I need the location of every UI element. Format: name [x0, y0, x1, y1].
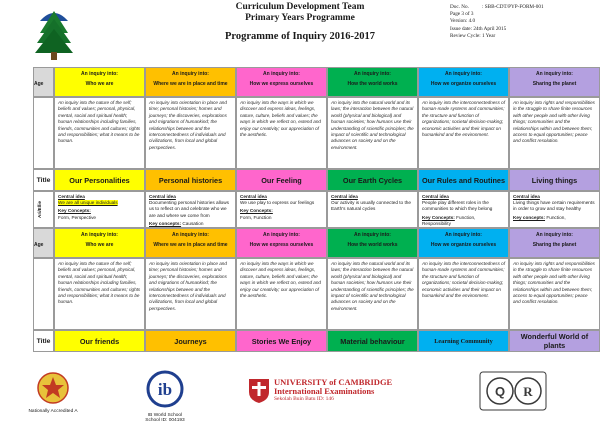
school-tree-logo [32, 3, 76, 61]
review-cycle: Review Cycle: 1 Year [450, 32, 496, 39]
unit-title: Our Feeling [236, 169, 327, 191]
theme-header-line1: An inquiry into: [172, 71, 209, 77]
theme-description: An inquiry into orientation in place and time; personal histories; homes and journeys; the discoveries, explorations and migrations of humankind; the relationships between and the interconnectedness of individuals and civilizations, from local and global perspectives. [145, 97, 236, 169]
theme-header-line2: Sharing the planet [532, 242, 577, 248]
central-idea-row [33, 191, 600, 228]
unit-title: Living things [509, 169, 600, 191]
central-idea-text: Our activity is usually connected to the Earth's natural cycles [331, 200, 411, 212]
title-header: Title [33, 169, 54, 191]
central-idea-label: Central idea [240, 194, 267, 199]
theme-description: An inquiry into the interconnectedness of human-made systems and communities; the structure and function of organizations; societal decision-making; economic activities and their impact on humankind and the environment. [418, 97, 509, 169]
theme-header-line2: How we express ourselves [249, 242, 314, 248]
cambridge-line1: UNIVERSITY of CAMBRIDGE [274, 377, 393, 387]
theme-description: An inquiry into orientation in place and time; personal histories; homes and journeys; the discoveries, explorations and migrations of humankind; the relationships between and the interconnectedness of individuals and civilizations, from local and global perspectives. [145, 258, 236, 330]
version: Version: 4.0 [450, 18, 476, 25]
theme-header-line1: An inquiry into: [81, 71, 118, 77]
theme-description: An inquiry into the nature of the self; beliefs and values; personal, physical, mental, social and spiritual health; human relationships including families, friends, communities and cultures; rights and responsibilities; what it means to be human. [54, 258, 145, 330]
theme-header [236, 228, 327, 258]
document-info [450, 4, 596, 40]
page-number: Page 3 of 3 [450, 11, 474, 18]
theme-header [327, 67, 418, 97]
unit-title: Our Rules and Routines [418, 169, 509, 191]
theme-header-line1: An inquiry into: [445, 71, 482, 77]
svg-text:Q: Q [494, 384, 506, 399]
theme-header [418, 228, 509, 258]
theme-header-line1: An inquiry into: [263, 71, 300, 77]
ib-name: IB World School [147, 413, 183, 418]
key-concepts-label: Key Concepts: [422, 214, 455, 220]
theme-header-line2: How we organize ourselves [430, 81, 497, 87]
cambridge-shield-icon [248, 378, 270, 404]
theme-header-line1: An inquiry into: [263, 232, 300, 238]
theme-header [145, 228, 236, 258]
central-idea-text: Living things have certain requirements in order to grow and stay healthy [513, 200, 595, 212]
cambridge-line3: Sekolah Buin Batu ID: 146 [274, 396, 334, 402]
theme-header [236, 67, 327, 97]
ib-world-school-logo [130, 370, 200, 423]
theme-header-line1: An inquiry into: [536, 232, 573, 238]
key-concepts-label: Key concepts: [513, 214, 546, 220]
accreditation-footer [0, 370, 600, 424]
key-concepts-text: Causation [182, 220, 204, 226]
svg-text:ib: ib [157, 380, 173, 399]
theme-header-line2: Who we are [85, 242, 114, 248]
key-concepts-text: Function, [546, 214, 566, 220]
theme-header-line2: Sharing the planet [532, 81, 577, 87]
theme-header [509, 228, 600, 258]
title-header: Title [33, 330, 54, 352]
theme-header-line2: How the world works [347, 242, 398, 248]
theme-header [54, 67, 145, 97]
theme-header [145, 67, 236, 97]
central-idea-text: We use play to express our feelings [240, 200, 315, 206]
ib-globe-icon [130, 370, 200, 408]
key-concepts-text: Function, Responsibility [422, 214, 476, 226]
doc-no-label: Doc. No. [450, 4, 469, 10]
theme-header-line1: An inquiry into: [81, 232, 118, 238]
key-concepts-text: Form, Function [240, 214, 272, 220]
theme-header-line2: Where we are in place and time [153, 242, 228, 248]
key-concepts-label: Key concepts: [149, 220, 182, 226]
issue-date: Issue date: 24th April 2015 [450, 25, 507, 32]
key-concepts-label: Key Concepts: [58, 208, 91, 214]
svg-text:R: R [523, 384, 533, 399]
theme-description-row [33, 97, 600, 169]
unit-title: Material behaviour [327, 330, 418, 352]
central-idea-label: Central idea [149, 194, 176, 199]
document-header [0, 0, 600, 68]
theme-description: An inquiry into the ways in which we discover and express ideas, feelings, nature, culture, beliefs and values; the ways in which we reflect on, extend and enjoy our creativity; our appreciation of the aesthetic. [236, 97, 327, 169]
unit-title: Our Personalities [54, 169, 145, 191]
theme-header [509, 67, 600, 97]
theme-description: An inquiry into the natural world and its laws; the interaction between the natural world (physical and biological) and human societies; how humans use their understanding of scientific principles; the impact of scientific and technological advances on society and on the environment. [327, 258, 418, 330]
theme-header-line1: An inquiry into: [354, 71, 391, 77]
accreditation-logo [22, 372, 84, 414]
unit-title: Learning Community [418, 330, 509, 352]
theme-header-row-2 [33, 228, 600, 258]
unit-title: Stories We Enjoy [236, 330, 327, 352]
central-idea-cell [327, 191, 418, 228]
central-idea-text: Documenting personal histories allows us to reflect on and celebrate who we are and where we come from [149, 200, 229, 218]
page-title: Programme of Inquiry 2016-2017 [225, 31, 375, 42]
theme-header [54, 228, 145, 258]
theme-description: An inquiry into the interconnectedness of human-made systems and communities; the structure and function of organizations; societal decision-making; economic activities and their impact on humankind and the environment. [418, 258, 509, 330]
certification-seal-icon [478, 370, 548, 412]
age-cell [33, 97, 54, 169]
theme-header-line1: An inquiry into: [172, 232, 209, 238]
doc-no: : SBB-CDT/PYP-FORM-001 [482, 4, 544, 10]
theme-header [418, 67, 509, 97]
theme-description: An inquiry into rights and responsibilities in the struggle to share finite resources with other people and with other living things; communities and the relationships within and between them; access to equal opportunities; peace and conflict resolution. [509, 258, 600, 330]
age-cell [33, 191, 54, 228]
theme-header-line1: An inquiry into: [354, 232, 391, 238]
central-idea-cell [236, 191, 327, 228]
cambridge-line2: International Examinations [274, 386, 375, 396]
age-header: Age [33, 67, 54, 97]
theme-description: An inquiry into rights and responsibilities in the struggle to share finite resources with other people and with other living things; communities and the relationships within and between them; access to equal opportunities; peace and conflict resolution. [509, 97, 600, 169]
central-idea-label: Central idea [58, 194, 85, 199]
theme-description: An inquiry into the natural world and its laws; the interaction between the natural world (physical and biological) and human societies; how humans use their understanding of scientific principles; the impact of scientific and technological advances on society and on the environment. [327, 97, 418, 169]
central-idea-text: We are all unique individuals [58, 200, 118, 206]
unit-title: Our friends [54, 330, 145, 352]
central-idea-label: Central idea [331, 194, 358, 199]
theme-header-row [33, 67, 600, 97]
team-name: Curriculum Development Team [235, 2, 365, 12]
age-cell [33, 258, 54, 330]
central-idea-cell [54, 191, 145, 228]
theme-description: An inquiry into the nature of the self; beliefs and values; personal, physical, mental, social and spiritual health; human relationships including families, friends, communities and cultures; rights and responsibilities; what it means to be human. [54, 97, 145, 169]
theme-header-line2: How we express ourselves [249, 81, 314, 87]
unit-title: Wonderful World of plants [509, 330, 600, 352]
unit-title-row [33, 169, 600, 191]
unit-title: Journeys [145, 330, 236, 352]
ib-code: School ID: 004193 [145, 418, 185, 423]
central-idea-text: People play different roles in the communities to which they belong [422, 200, 493, 212]
theme-header-line2: How the world works [347, 81, 398, 87]
theme-description-row-2 [33, 258, 600, 330]
central-idea-cell [418, 191, 509, 228]
theme-header-line1: An inquiry into: [445, 232, 482, 238]
star-emblem-icon [22, 372, 84, 404]
certification-logo [478, 370, 548, 417]
unit-title-row-2 [33, 330, 600, 352]
central-idea-label: Central idea [513, 194, 540, 199]
key-concepts-label: Key Concepts: [240, 208, 273, 214]
unit-title: Personal histories [145, 169, 236, 191]
theme-header-line2: Who we are [85, 81, 114, 87]
programme-name: Primary Years Programme [245, 13, 355, 23]
age-header: Age [33, 228, 54, 258]
age-note: Ari/Ellie [37, 200, 42, 219]
programme-of-inquiry-table [33, 67, 600, 352]
central-idea-cell [509, 191, 600, 228]
central-idea-label: Central idea [422, 194, 449, 199]
theme-header-line1: An inquiry into: [536, 71, 573, 77]
unit-title: Our Earth Cycles [327, 169, 418, 191]
theme-description: An inquiry into the ways in which we discover and express ideas, feelings, nature, culture, beliefs and values; the ways in which we reflect on, extend and enjoy our creativity; our appreciation of the aesthetic. [236, 258, 327, 330]
accreditation-caption: Nationally Accredited A [28, 409, 78, 414]
key-concepts-text: Form, Perspective [58, 214, 97, 220]
central-idea-cell [145, 191, 236, 228]
theme-header-line2: Where we are in place and time [153, 81, 228, 87]
theme-header-line2: How we organize ourselves [430, 242, 497, 248]
theme-header [327, 228, 418, 258]
